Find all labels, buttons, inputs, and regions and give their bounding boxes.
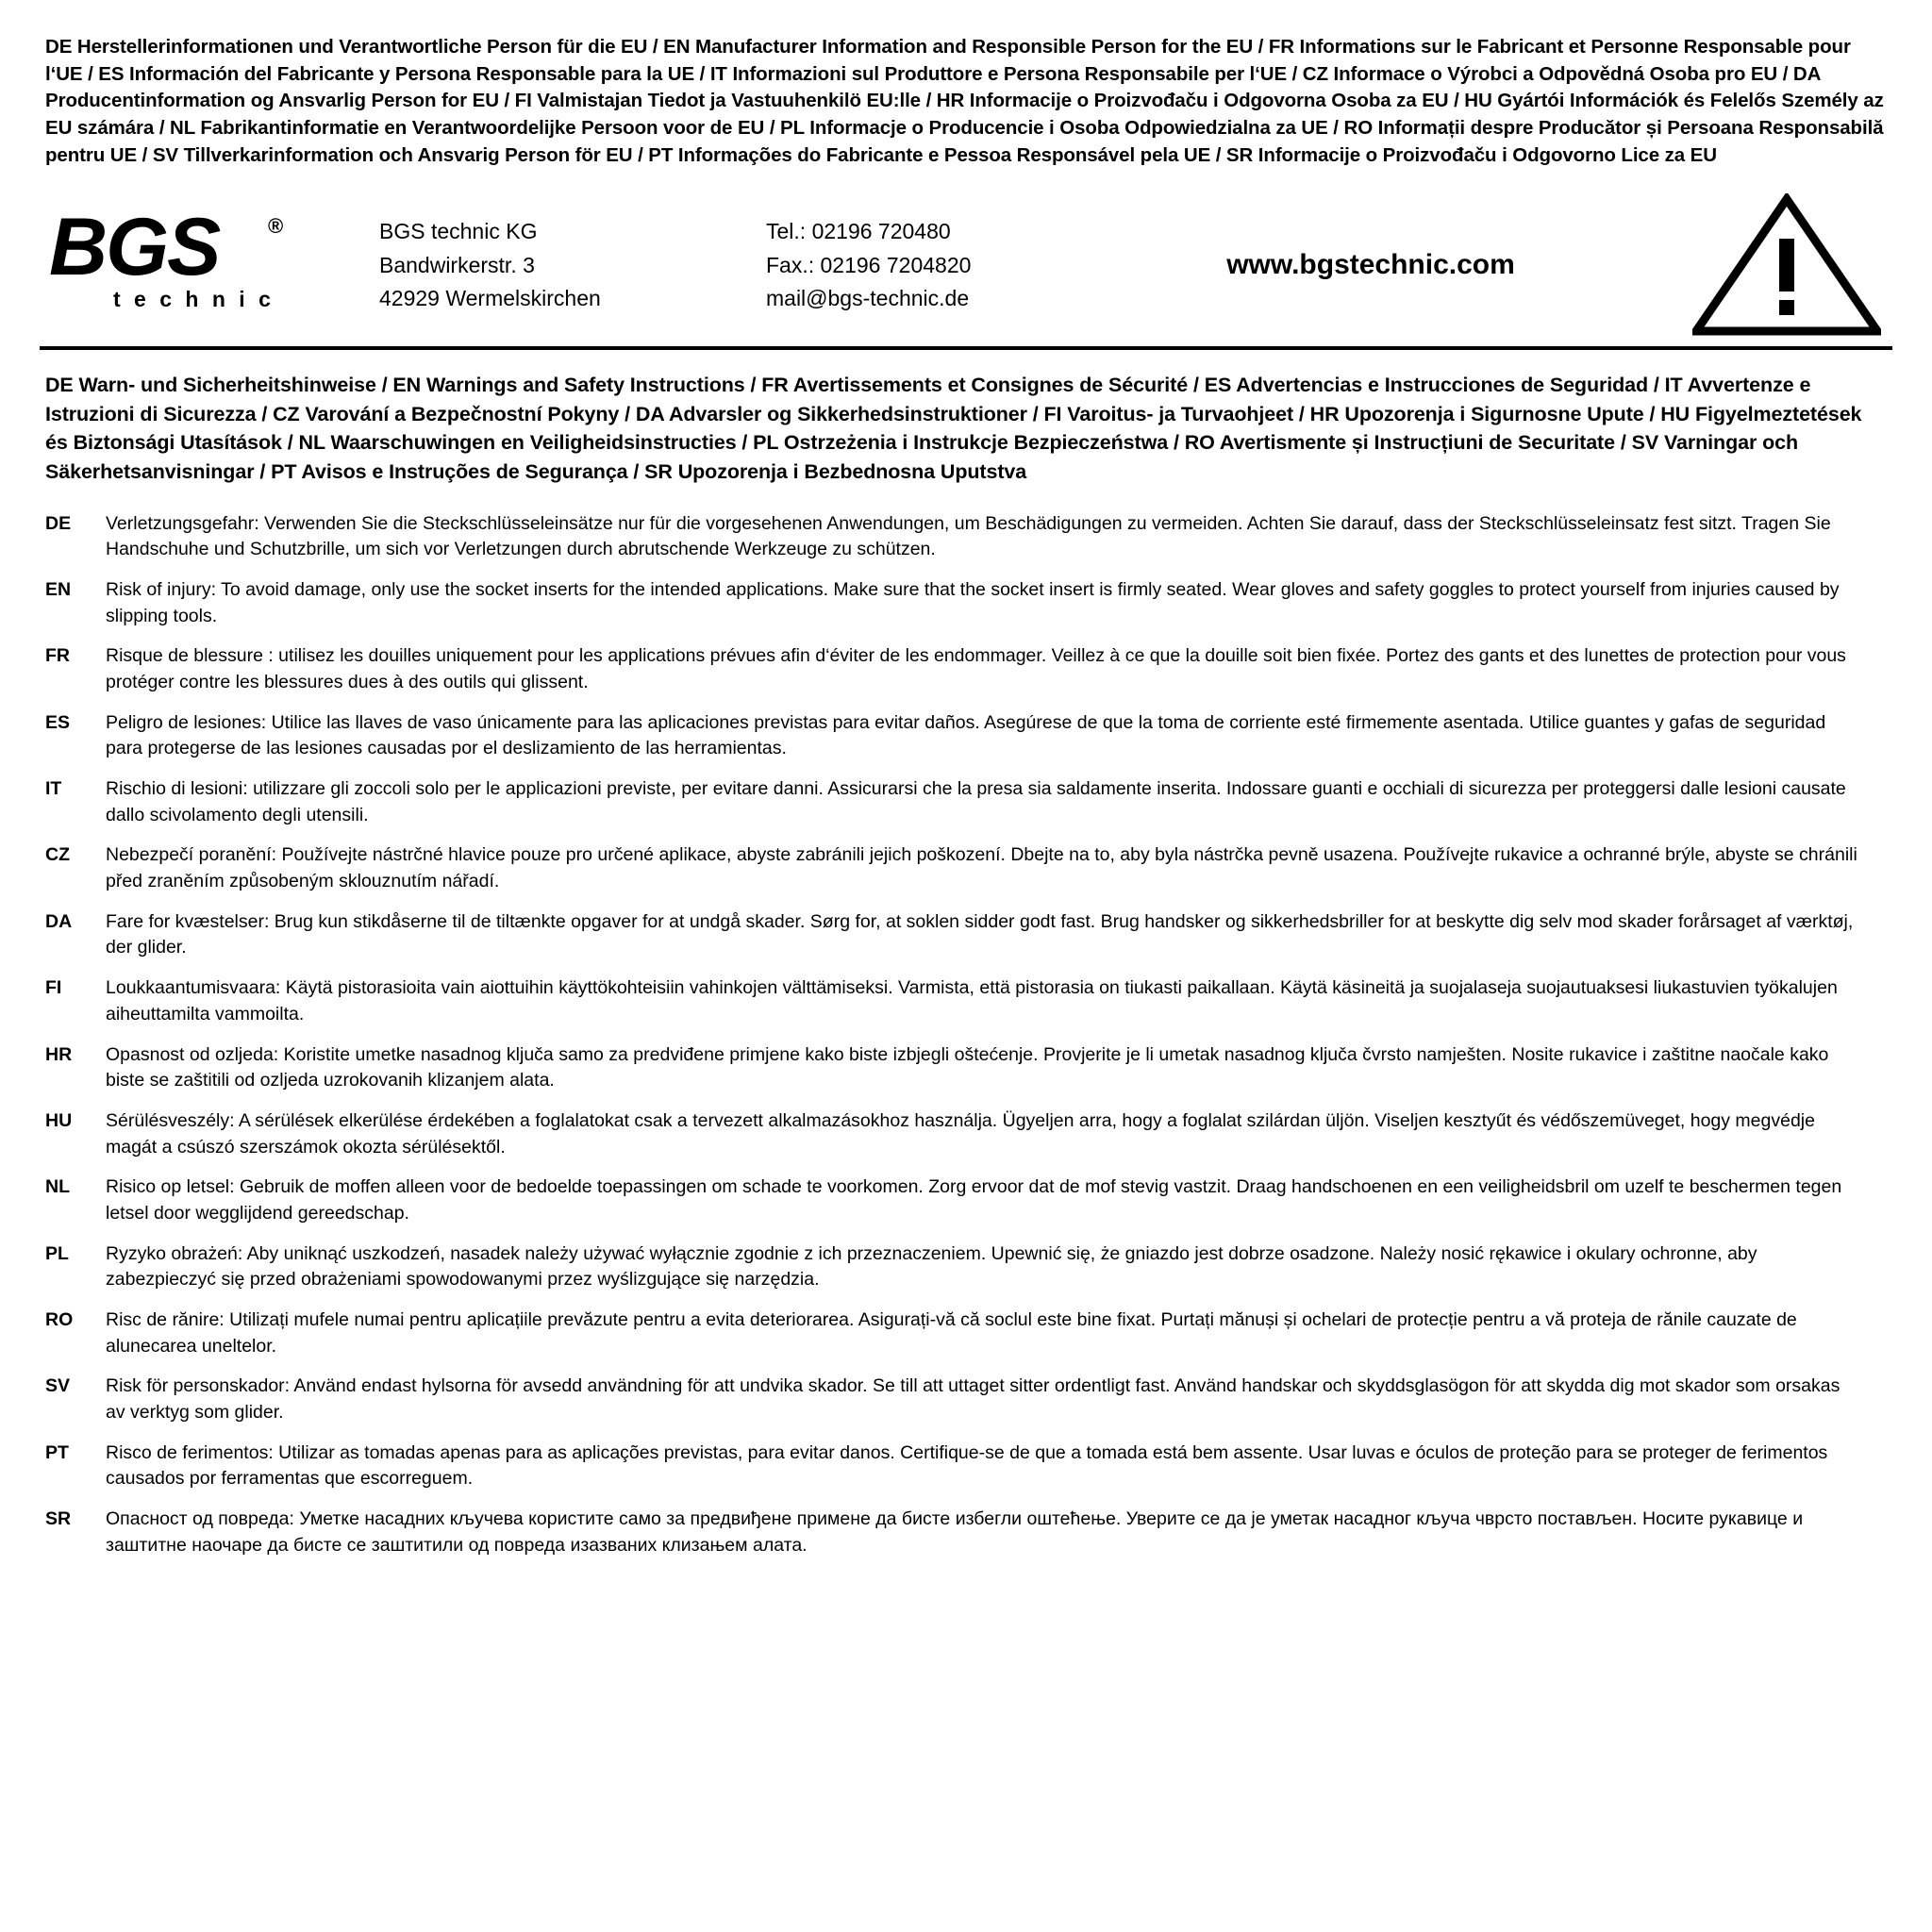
instruction-text: Ryzyko obrażeń: Aby uniknąć uszkodzeń, nasadek należy używać wyłącznie zgodnie z ich przeznaczeniem. Upewnić się, że gniazdo jest dobrze osadzone. Należy nosić rękawice i okulary ochronne, aby zabezpieczyć się przed obrażeniami spowodowanymi przez wyślizgujące się narzędzia. [106,1242,1757,1291]
svg-text:®: ® [268,214,284,239]
bgs-logo-graphic [49,208,351,322]
language-code: SR [45,1508,72,1530]
instruction-row [45,1307,1887,1359]
company-contact [766,215,1096,316]
language-code: PT [45,1441,69,1463]
instruction-row [45,577,1887,629]
language-code: RO [45,1309,74,1330]
language-code: PL [45,1242,69,1264]
language-code: SV [45,1375,71,1397]
warning-triangle-icon [1674,193,1887,337]
instruction-row [45,1174,1887,1226]
instruction-text: Nebezpečí poranění: Používejte nástrčné hlavice pouze pro určené aplikace, abyste zabránili jejich poškození. Dbejte na to, aby byla nástrčka pevně usazena. Používejte rukavice a ochranné brýle, abyste se chránili před zraněním způsobeným sklouznutím nářadí. [106,844,1857,892]
instruction-text: Sérülésveszély: A sérülések elkerülése érdekében a foglalatokat csak a tervezett alkalmazásokhoz használja. Ügyeljen arra, hogy a foglalat szilárdan üljön. Viseljen kesztyűt és védőszemüveget, hogy megvédje magát a csúszó szerszámok okozta sérülésektől. [106,1109,1815,1158]
language-code: FI [45,977,62,999]
instruction-text: Opasnost od ozljeda: Koristite umetke nasadnog ključa samo za predviđene primjene kako biste izbjegli oštećenje. Provjerite je li umetak nasadnog ključa čvrsto namješten. Nosite rukavice i zaštitne naočale kako biste se zaštitili od ozljeda uzrokovanih klizanjem alata. [106,1043,1829,1091]
instruction-text: Risc de rănire: Utilizați mufele numai pentru aplicațiile prevăzute pentru a evita deteriorarea. Asigurați-vă că soclul este bine fixat. Purtați mănuși și ochelari de protecție pentru a vă proteja de rănile cauzate de alunecarea uneltelor. [106,1309,1797,1357]
instruction-row [45,1374,1887,1425]
instruction-row [45,909,1887,961]
instruction-row [45,1241,1887,1293]
safety-section-title: DE Warn- und Sicherheitshinweise / EN Warnings and Safety Instructions / FR Avertissements et Consignes de Sécurité / ES Advertencias e Instrucciones de Seguridad / IT Avvertenze e Istruzioni di Sicurezza / CZ Varování a Bezpečnostní Pokyny / DA Advarsler og Sikkerhedsinstruktioner / FI Varoitus- ja Turvaohjeet / HR Upozorenja i Sigurnosne Upute / HU Figyelmeztetések és Biztonsági Utasítások / NL Waarschuwingen en Veiligheidsinstructies / PL Ostrzeżenia i Instrukcje Bezpieczeństwa / RO Avertismente și Instrucțiuni de Securitate / SV Varningar och Säkerhetsanvisningar / PT Avisos e Instruções de Segurança / SR Upozorenja i Bezbednosna Uputstva [45,374,1862,483]
instruction-text: Опасност од повреда: Уметке насадних кључева користите само за предвиђене примене да бисте избегли оштећење. Уверите се да је уметак насадног кључа чврсто постављен. Носите рукавице и заштитне наочаре да бисте се заштитили од повреда изазваних клизањем алата. [106,1508,1804,1556]
instruction-text: Loukkaantumisvaara: Käytä pistorasioita vain aiottuihin käyttökohteisiin vahinkojen välttämiseksi. Varmista, että pistorasia on tiukasti paikallaan. Käytä käsineitä ja suojalaseja suojautuaksesi liukastuvien työkalujen aiheuttamilta vammoilta. [106,977,1838,1024]
company-website[interactable]: www.bgstechnic.com [1226,249,1515,281]
language-code: ES [45,711,71,733]
instruction-row [45,1507,1887,1558]
manufacturer-info-heading: DE Herstellerinformationen und Verantwortliche Person für die EU / EN Manufacturer Information and Responsible Person for the EU / FR Informations sur le Fabricant et Personne Responsable pour l‘UE / ES Información del Fabricante y Persona Responsable para la UE / IT Informazioni sul Produttore e Persona Responsabile per l‘UE / CZ Informace o Výrobci a Odpovědná Osoba pro EU / DA Producentinformation og Ansvarlig Person for EU / FI Valmistajan Tiedot ja Vastuuhenkilö EU:lle / HR Informacije o Proizvođaču i Odgovorna Osoba za EU / HU Gyártói Információk és Felelős Személy az EU számára / NL Fabrikantinformatie en Verantwoordelijke Persoon voor de EU / PL Informacje o Producencie i Osoba Odpowiedzialna za UE / RO Informații despre Producător și Persoana Responsabilă pentru UE / SV Tillverkarinformation och Ansvarig Person för EU / PT Informações do Fabricante e Pessoa Responsável pela UE / SR Informacije o Proizvođaču i Odgovorno Lice za EU [45,36,1884,166]
company-band [40,190,1892,350]
language-code: IT [45,778,62,799]
instruction-text: Risque de blessure : utilisez les douilles uniquement pour les applications prévues afin d‘éviter de les endommager. Veillez à ce que la douille soit bien fixée. Portez des gants et des lunettes de protection pour vous protéger contre les blessures dues à des outils qui glissent. [106,645,1846,692]
company-street: Bandwirkerstr. 3 [379,252,535,277]
language-code: HU [45,1109,73,1131]
instruction-text: Risico op letsel: Gebruik de moffen alleen voor de bedoelde toepassingen om schade te voorkomen. Zorg ervoor dat de mof stevig vastzit. Draag handschoenen en een veiligheidsbril om uzelf te beschermen tegen letsel door wegglijdend gereedschap. [106,1176,1842,1224]
language-code: DE [45,512,72,534]
company-tel: Tel.: 02196 720480 [766,218,951,243]
instruction-row [45,842,1887,894]
svg-text:BGS: BGS [49,208,220,293]
instruction-row [45,710,1887,762]
instruction-text: Risk för personskador: Använd endast hylsorna för avsedd användning för att undvika skador. Se till att uttaget sitter ordentligt fast. Använd handskar och skyddsglasögon för att skydda dig mot skador som orsakas av verktyg som glider. [106,1375,1840,1424]
instruction-text: Peligro de lesiones: Utilice las llaves de vaso únicamente para las aplicaciones previstas para evitar daños. Asegúrese de que la toma de corriente esté firmemente asentada. Utilice guantes y gafas de seguridad para protegerse de las lesiones causadas por el deslizamiento de las herramientas. [106,711,1826,759]
instruction-row [45,776,1887,828]
instructions-list [45,511,1887,1559]
company-fax: Fax.: 02196 7204820 [766,252,972,277]
company-address [360,215,766,316]
instruction-text: Verletzungsgefahr: Verwenden Sie die Steckschlüsseleinsätze nur für die vorgesehenen Anwendungen, um Beschädigungen zu vermeiden. Achten Sie darauf, dass der Steckschlüsseleinsatz fest sitzt. Tragen Sie Handschuhe und Schutzbrille, um sich vor Verletzungen durch abrutschende Werkzeuge zu schützen. [106,512,1831,560]
company-email[interactable]: mail@bgs-technic.de [766,286,970,311]
svg-text:t e c h n i c: t e c h n i c [113,287,275,312]
language-code: HR [45,1043,73,1065]
language-code: CZ [45,844,70,866]
company-name: BGS technic KG [379,218,538,243]
language-code: DA [45,910,73,932]
language-code: NL [45,1176,70,1198]
instruction-text: Fare for kvæstelser: Brug kun stikdåserne til de tiltænkte opgaver for at undgå skader. Sørg for, at soklen sidder godt fast. Brug handsker og sikkerhedsbriller for at beskytte dig selv mod skader forårsaget af værktøj, der glider. [106,910,1854,958]
instruction-row [45,975,1887,1027]
instruction-row [45,1108,1887,1160]
language-code: FR [45,645,70,667]
instruction-row [45,511,1887,563]
instruction-text: Risk of injury: To avoid damage, only use the socket inserts for the intended applications. Make sure that the socket insert is firmly seated. Wear gloves and safety goggles to protect yourself from injuries caused by slipping tools. [106,578,1840,626]
instruction-text: Risco de ferimentos: Utilizar as tomadas apenas para as aplicações previstas, para evitar danos. Certifique-se de que a tomada está bem assente. Usar luvas e óculos de proteção para se proteger de ferimentos causados por ferramentas que escorreguem. [106,1441,1828,1490]
instruction-row [45,1441,1887,1492]
warning-triangle-graphic [1692,193,1881,337]
instruction-row [45,1042,1887,1094]
instruction-text: Rischio di lesioni: utilizzare gli zoccoli solo per le applicazioni previste, per evitare danni. Assicurarsi che la presa sia saldamente inserita. Indossare guanti e occhiali di sicurezza per proteggersi dalle lesioni causate dallo scivolamento degli utensili. [106,778,1846,825]
language-code: EN [45,578,72,600]
instruction-row [45,643,1887,695]
company-city: 42929 Wermelskirchen [379,286,601,311]
bgs-logo [45,208,360,322]
